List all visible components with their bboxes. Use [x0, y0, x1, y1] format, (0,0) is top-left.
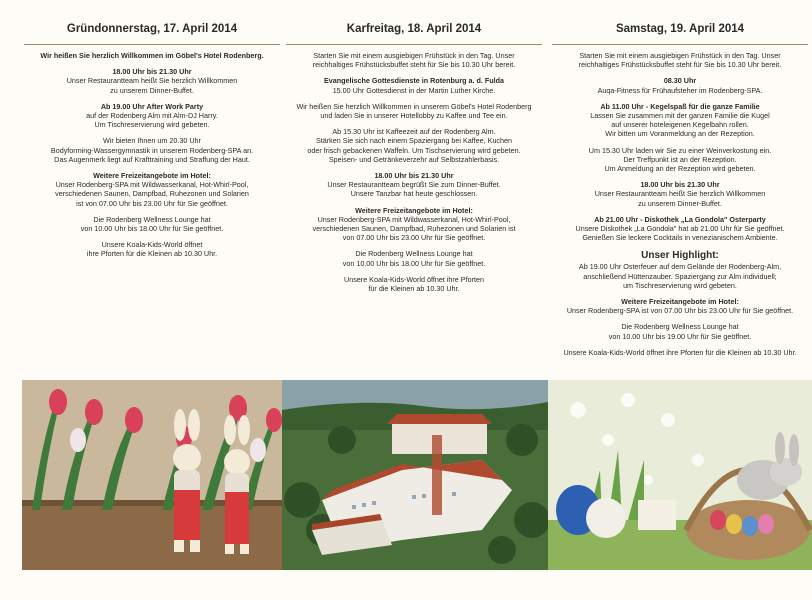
- event-text-line: reichhaltiges Frühstücksbuffet steht für Sie bis 10.30 Uhr bereit.: [312, 60, 516, 70]
- event-text-line: von 10.00 Uhr bis 19.00 Uhr für Sie geöffnet.: [608, 331, 752, 341]
- event-heading: Ab 21.00 Uhr - Diskothek „La Gondola" Osterparty: [594, 214, 766, 224]
- event-block: [552, 322, 808, 340]
- event-text-line: verschiedenen Saunen, Dampfbad, Ruhezonen und Solarien: [55, 189, 249, 199]
- hotel-aerial-photo: [282, 380, 548, 570]
- highlight-heading: Unser Highlight:: [641, 250, 719, 262]
- event-block: [24, 51, 280, 60]
- event-text-line: zu unserem Dinner-Buffet.: [110, 85, 194, 95]
- event-heading: Ab 11.00 Uhr - Kegelspaß für die ganze Familie: [600, 101, 760, 111]
- event-text-line: Lassen Sie zusammen mit der ganzen Familie die Kugel: [590, 111, 770, 121]
- event-text-line: Unsere Diskothek „La Gondola" hat ab 21.00 Uhr für Sie geöffnet.: [575, 224, 785, 234]
- event-text-line: Genießen Sie leckere Cocktails in venezianischem Ambiente.: [582, 233, 778, 243]
- event-heading: 18.00 Uhr bis 21.30 Uhr: [374, 171, 454, 181]
- event-heading: Wir heißen Sie herzlich Willkommen im Göbel's Hotel Rodenberg.: [40, 51, 264, 60]
- event-text-line: oder frisch gebackenen Waffeln. Um Tischservierung wird gebeten.: [307, 145, 521, 155]
- event-heading: 08.30 Uhr: [663, 76, 697, 86]
- event-text-line: für die Kleinen ab 10.30 Uhr.: [368, 284, 460, 294]
- event-block: [552, 180, 808, 208]
- event-text-line: zu unserem Dinner-Buffet.: [638, 198, 722, 208]
- event-list: [286, 51, 542, 293]
- event-text-line: Stärken Sie sich nach einem Spaziergang bei Kaffee, Kuchen: [315, 136, 513, 146]
- event-list: [552, 51, 808, 357]
- event-text-line: Auqa-Fitness für Frühaufsteher im Rodenberg-SPA.: [597, 85, 763, 95]
- event-heading: Weitere Freizeitangebote im Hotel:: [93, 171, 211, 181]
- tulips-and-rabbit-figures-photo: [22, 380, 282, 570]
- event-block: [24, 102, 280, 130]
- column-saturday: [552, 22, 808, 364]
- event-text-line: von 10.00 Uhr bis 18.00 Uhr für Sie geöffnet.: [80, 224, 224, 234]
- event-text-line: Unser Restaurantteam begrüßt Sie zum Dinner-Buffet.: [327, 180, 501, 190]
- event-block: [286, 275, 542, 293]
- event-text-line: Bodyforming-Wassergymnastik in unserem Rodenberg-SPA an.: [50, 145, 254, 155]
- event-text-line: ihre Pforten für die Kleinen ab 10.30 Uhr.: [86, 249, 218, 259]
- easter-basket-rabbit-photo: [548, 380, 812, 570]
- event-text-line: Unser Restaurantteam heißt Sie herzlich Willkommen: [594, 189, 766, 199]
- event-text-line: von 10.00 Uhr bis 18.00 Uhr für Sie geöffnet.: [342, 258, 486, 268]
- event-text-line: Speisen- und Getränkeverzehr auf Selbstzahlerbasis.: [328, 154, 500, 164]
- event-block: [286, 76, 542, 94]
- event-text-line: Um 15.30 Uhr laden wir Sie zu einer Weinverkostung ein.: [588, 145, 772, 155]
- event-block: [286, 51, 542, 69]
- event-text-line: Wir bieten Ihnen um 20.30 Uhr: [103, 136, 201, 146]
- event-text-line: 15.00 Uhr Gottesdienst in der Martin Luther Kirche.: [332, 85, 496, 95]
- event-block: [286, 127, 542, 164]
- event-block: [286, 249, 542, 267]
- event-block: [24, 136, 280, 164]
- event-text-line: und laden Sie in unserer Hotellobby zu Kaffee und Tee ein.: [320, 111, 508, 121]
- heading-divider: [24, 44, 280, 45]
- event-list: [24, 51, 280, 259]
- event-text-line: Ab 19.00 Uhr Osterfeuer auf dem Gelände der Rodenberg-Alm,: [578, 262, 782, 272]
- event-text-line: Starten Sie mit einem ausgiebigen Frühstück in den Tag. Unser: [579, 51, 781, 60]
- event-text-line: anschließend Hüttenzauber. Spaziergang zur Alm individuell;: [583, 271, 777, 281]
- day-heading: Gründonnerstag, 17. April 2014: [66, 23, 238, 35]
- event-block: [552, 102, 808, 139]
- event-text-line: Unsere Koala-Kids-World öffnet ihre Pforten für die Kleinen ab 10.30 Uhr.: [563, 347, 797, 357]
- event-block: [24, 67, 280, 95]
- event-block: [286, 102, 542, 120]
- event-text-line: ist von 07.00 Uhr bis 23.00 Uhr für Sie geöffnet.: [76, 198, 228, 208]
- event-text-line: Unser Rodenberg-SPA ist von 07.00 Uhr bis 23.00 Uhr für Sie geöffnet.: [566, 306, 794, 316]
- event-text-line: Unsere Tanzbar hat heute geschlossen.: [350, 189, 478, 199]
- column-friday: [286, 22, 542, 300]
- event-block: [552, 297, 808, 315]
- event-text-line: Unsere Koala-Kids-World öffnet: [101, 240, 203, 250]
- event-text-line: Unser Rodenberg-SPA mit Wildwasserkanal, Hot-Whirl-Pool,: [55, 180, 249, 190]
- event-text-line: Unsere Koala-Kids-World öffnet ihre Pforten: [344, 274, 484, 284]
- event-text-line: Um Tischreservierung wird gebeten.: [94, 120, 210, 130]
- heading-divider: [286, 44, 542, 45]
- event-text-line: auf der Rodenberg Alm mit Alm-DJ Harry.: [86, 111, 218, 121]
- event-text-line: reichhaltiges Frühstücksbuffet steht für Sie bis 10.30 Uhr bereit.: [578, 60, 782, 70]
- event-text-line: Wir bitten um Voranmeldung an der Rezeption.: [605, 129, 755, 139]
- event-text-line: Unser Rodenberg-SPA mit Wildwasserkanal, Hot-Whirl-Pool,: [317, 214, 511, 224]
- event-block: [552, 146, 808, 174]
- event-text-line: Starten Sie mit einem ausgiebigen Frühstück in den Tag. Unser: [313, 51, 515, 60]
- event-heading: Weitere Freizeitangebote im Hotel:: [355, 205, 473, 215]
- event-text-line: Wir heißen Sie herzlich Willkommen in unserem Göbel's Hotel Rodenberg: [296, 101, 532, 111]
- event-heading: Evangelische Gottesdienste in Rotenburg a. d. Fulda: [323, 76, 505, 86]
- event-block: [24, 171, 280, 208]
- event-heading: 18.00 Uhr bis 21.30 Uhr: [112, 67, 192, 77]
- event-block: [552, 249, 808, 290]
- event-text-line: Die Rodenberg Wellness Lounge hat: [355, 249, 473, 259]
- event-text-line: Um Anmeldung an der Rezeption wird gebeten.: [604, 164, 756, 174]
- event-text-line: von 07.00 Uhr bis 23.00 Uhr für Sie geöffnet.: [342, 233, 486, 243]
- event-text-line: Der Treffpunkt ist an der Rezeption.: [623, 154, 737, 164]
- event-text-line: Die Rodenberg Wellness Lounge hat: [621, 322, 739, 332]
- event-heading: 18.00 Uhr bis 21.30 Uhr: [640, 180, 720, 190]
- event-text-line: Die Rodenberg Wellness Lounge hat: [93, 214, 211, 224]
- day-heading: Karfreitag, 18. April 2014: [346, 23, 482, 35]
- event-block: [552, 348, 808, 357]
- heading-divider: [552, 44, 808, 45]
- event-block: [24, 215, 280, 233]
- column-thursday: [24, 22, 280, 266]
- event-block: [552, 215, 808, 243]
- event-block: [286, 171, 542, 199]
- event-block: [286, 206, 542, 243]
- event-text-line: Das Augenmerk liegt auf Krafttraining und Straffung der Haut.: [54, 154, 250, 164]
- event-text-line: um Tischreservierung wird gebeten.: [623, 280, 737, 290]
- event-text-line: Unser Restaurantteam heißt Sie herzlich Willkommen: [66, 76, 238, 86]
- day-heading: Samstag, 19. April 2014: [615, 23, 745, 35]
- event-heading: Weitere Freizeitangebote im Hotel:: [621, 297, 739, 307]
- event-block: [552, 76, 808, 94]
- event-text-line: Ab 15.30 Uhr ist Kaffeezeit auf der Rodenberg Alm.: [332, 127, 496, 137]
- event-block: [24, 240, 280, 258]
- event-text-line: auf unserer hoteleigenen Kegelbahn rollen.: [611, 120, 749, 130]
- event-block: [552, 51, 808, 69]
- event-text-line: verschiedenen Saunen, Dampfbad, Ruhezonen und Solarien ist: [312, 224, 516, 234]
- event-heading: Ab 19.00 Uhr After Work Party: [100, 101, 204, 111]
